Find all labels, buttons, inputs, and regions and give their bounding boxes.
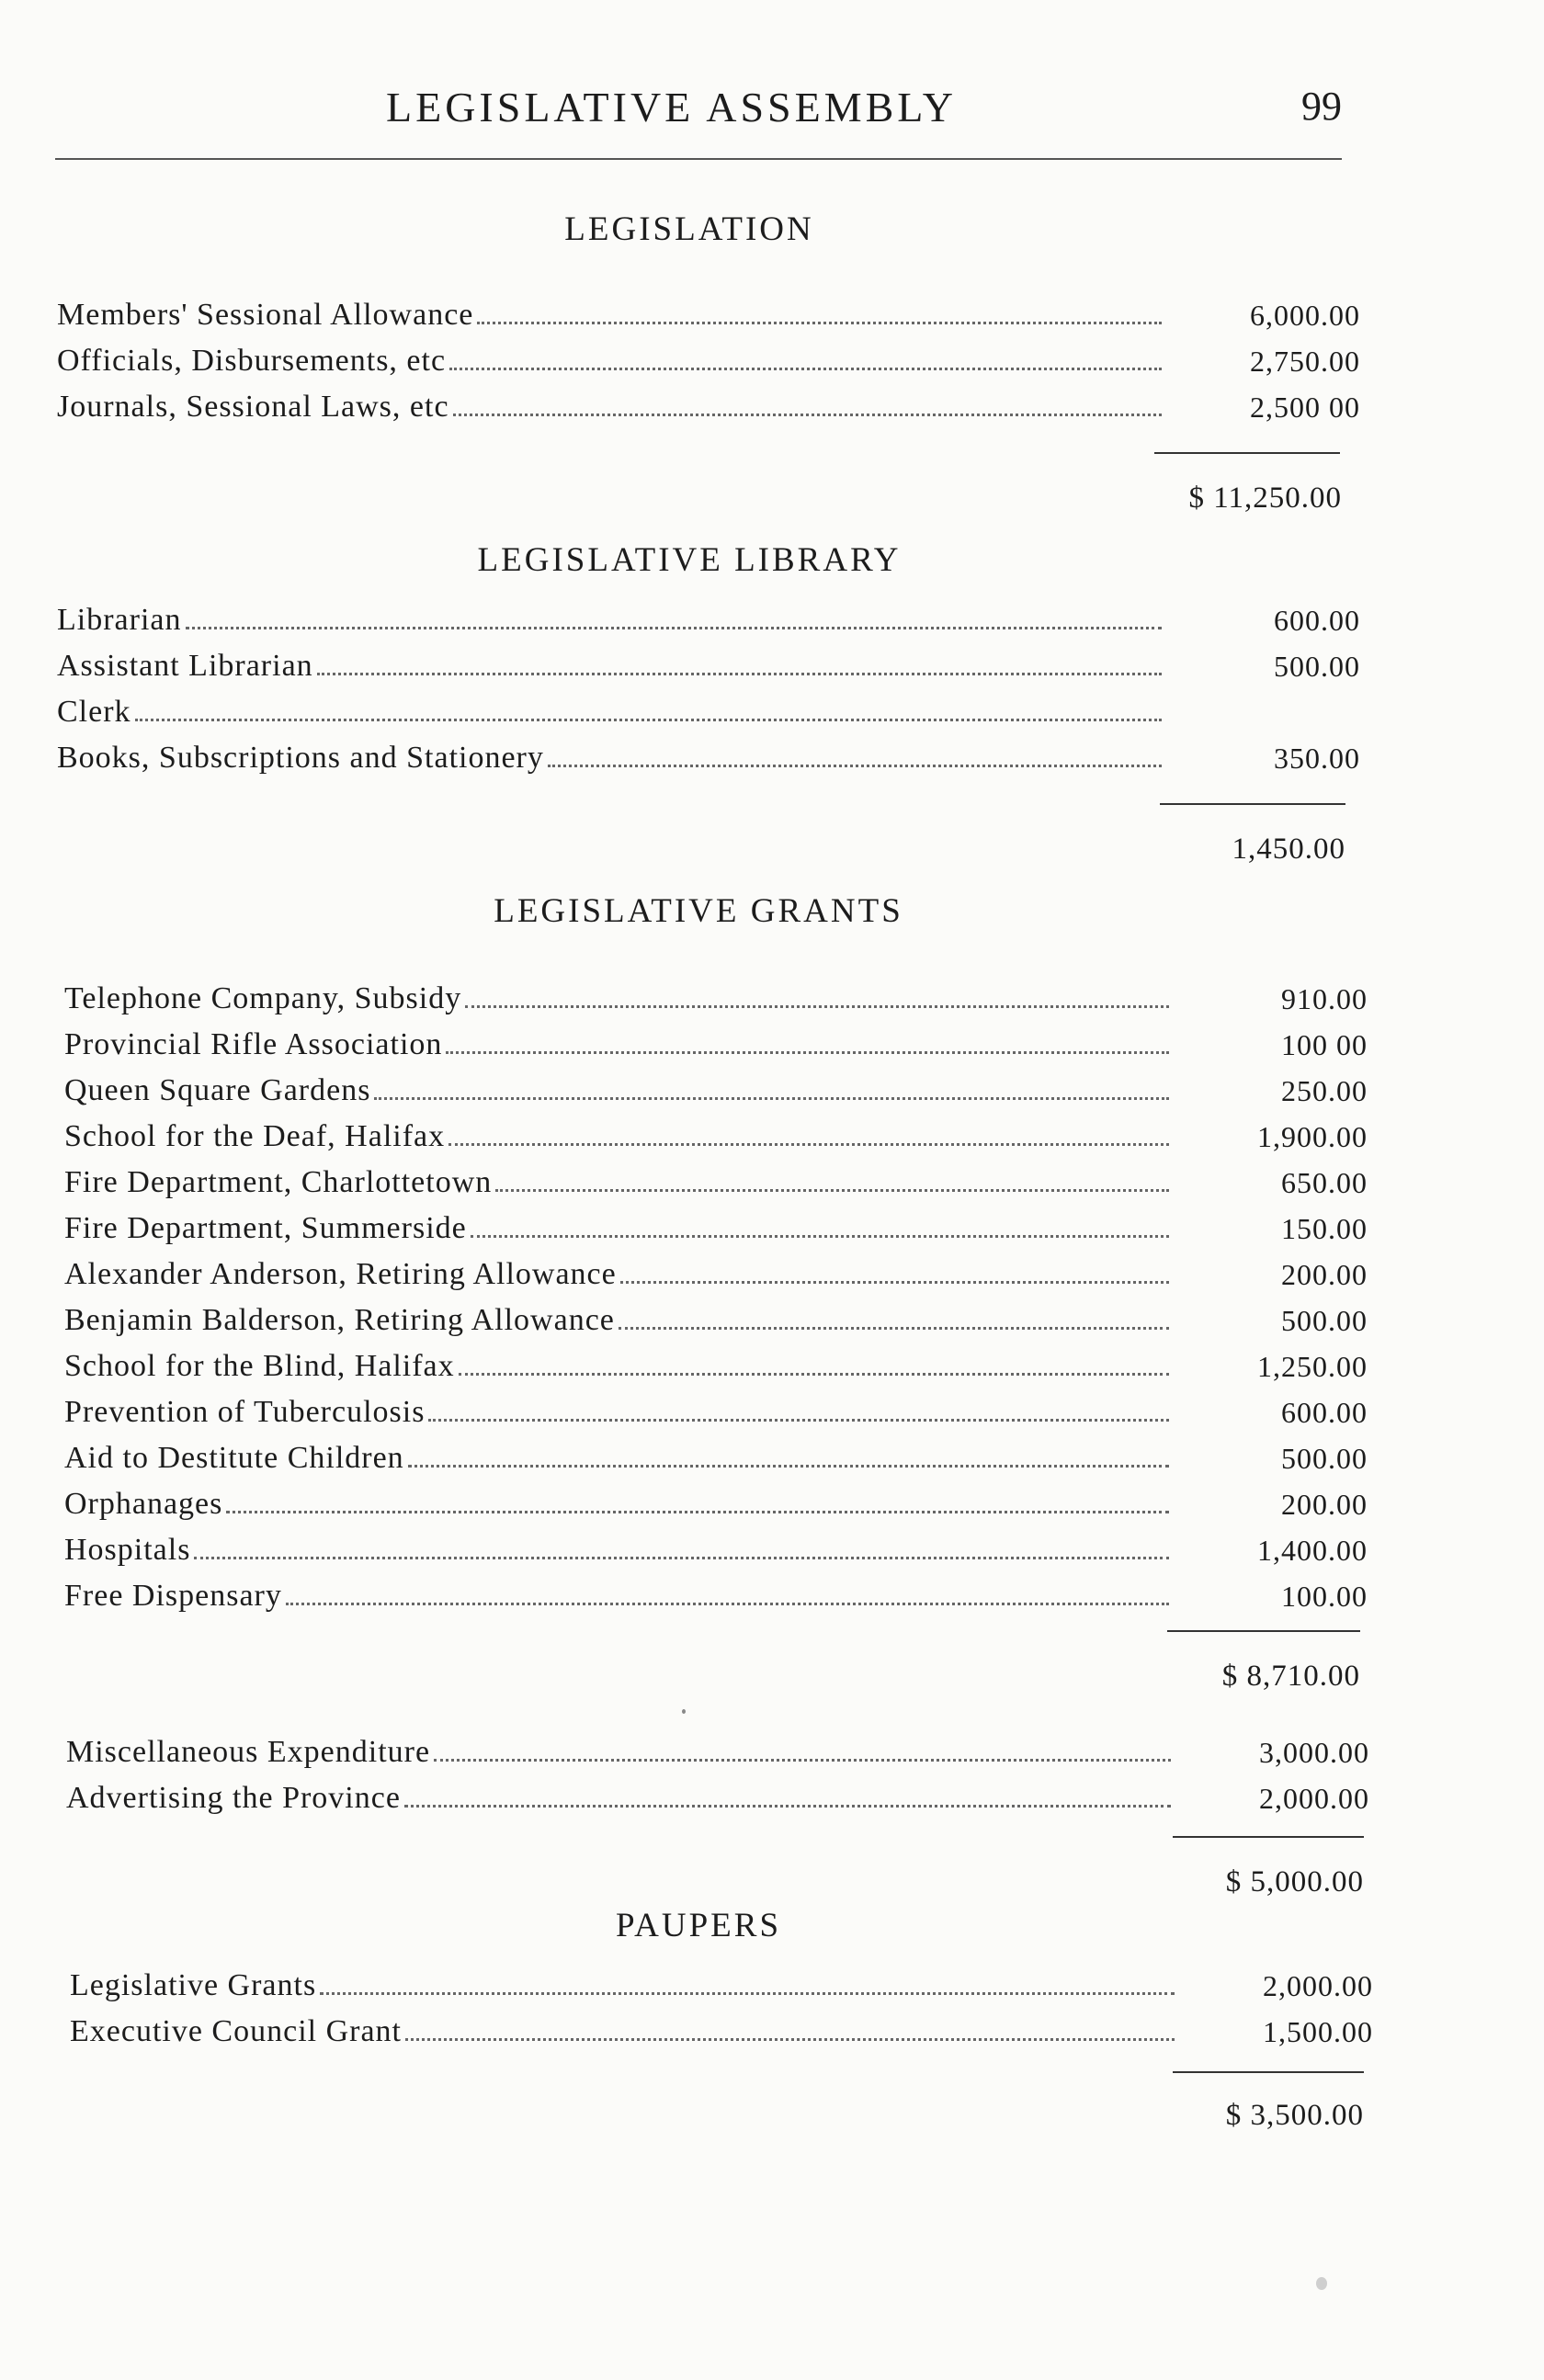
list-item (64, 1070, 1368, 1108)
leader-dots (446, 1051, 1169, 1054)
list-item (66, 1777, 1369, 1816)
list-item (64, 1253, 1368, 1292)
item-amount: 600.00 (1281, 1396, 1368, 1429)
total-rule (1167, 1630, 1360, 1632)
list-item (64, 1437, 1368, 1476)
item-amount: 1,250.00 (1257, 1350, 1368, 1383)
list-item (64, 978, 1368, 1016)
item-label: Journals, Sessional Laws, etc (57, 390, 449, 424)
leader-dots (548, 765, 1162, 767)
item-amount: 6,000.00 (1250, 299, 1360, 332)
page-number: 99 (1301, 84, 1342, 129)
page-header (55, 83, 1342, 138)
item-label: Alexander Anderson, Retiring Allowance (64, 1257, 617, 1291)
item-label: Benjamin Balderson, Retiring Allowance (64, 1303, 615, 1337)
leader-dots (286, 1603, 1169, 1605)
list-item (64, 1575, 1368, 1614)
list-item (64, 1345, 1368, 1384)
item-amount: 100 00 (1281, 1028, 1368, 1061)
item-amount: 600.00 (1274, 604, 1360, 637)
leader-dots (320, 1992, 1175, 1995)
item-label: Orphanages (64, 1487, 223, 1521)
paper-speck (682, 1709, 686, 1714)
item-amount: 2,000.00 (1259, 1782, 1369, 1815)
item-label: Assistant Librarian (57, 649, 313, 683)
leader-dots (404, 1805, 1171, 1808)
list-item (66, 1731, 1369, 1770)
item-label: Legislative Grants (70, 1968, 317, 2002)
leader-dots (620, 1281, 1169, 1284)
leader-dots (619, 1327, 1169, 1330)
item-label: Clerk (57, 695, 131, 729)
list-item (57, 386, 1360, 425)
item-amount: 500.00 (1281, 1304, 1368, 1337)
section-total: 1,450.00 (1232, 833, 1345, 866)
item-label: Fire Department, Charlottetown (64, 1165, 493, 1199)
item-amount: 650.00 (1281, 1166, 1368, 1199)
list-item (64, 1299, 1368, 1338)
leader-dots (135, 719, 1162, 721)
list-item (64, 1116, 1368, 1154)
section-total: $ 5,000.00 (1225, 1865, 1364, 1898)
list-item (70, 2011, 1373, 2049)
total-rule (1154, 452, 1340, 454)
item-amount: 3,000.00 (1259, 1736, 1369, 1769)
leader-dots (449, 368, 1162, 370)
item-amount: 910.00 (1281, 982, 1368, 1015)
list-item (64, 1207, 1368, 1246)
item-label: Aid to Destitute Children (64, 1441, 404, 1475)
item-label: Prevention of Tuberculosis (64, 1395, 426, 1429)
library-heading: LEGISLATIVE LIBRARY (477, 541, 902, 579)
list-item (57, 340, 1360, 379)
list-item (57, 737, 1360, 776)
item-amount: 350.00 (1274, 742, 1360, 775)
item-label: Officials, Disbursements, etc (57, 344, 447, 378)
list-item (64, 1391, 1368, 1430)
leader-dots (194, 1557, 1169, 1559)
item-amount: 250.00 (1281, 1074, 1368, 1107)
paper-speck (1316, 2277, 1327, 2290)
item-label: Executive Council Grant (70, 2014, 403, 2048)
leader-dots (471, 1235, 1169, 1238)
item-label: Hospitals (64, 1533, 191, 1567)
running-title: LEGISLATIVE ASSEMBLY (386, 84, 958, 130)
total-rule (1173, 2071, 1364, 2073)
leader-dots (459, 1373, 1169, 1376)
list-item (57, 599, 1360, 638)
item-label: Miscellaneous Expenditure (66, 1735, 431, 1769)
item-amount: 1,500.00 (1263, 2015, 1373, 2048)
legislation-heading: LEGISLATION (564, 210, 814, 248)
item-amount: 1,900.00 (1257, 1120, 1368, 1153)
item-amount: 200.00 (1281, 1488, 1368, 1521)
section-total: $ 3,500.00 (1225, 2099, 1364, 2132)
leader-dots (408, 1465, 1169, 1468)
grants-heading: LEGISLATIVE GRANTS (494, 892, 903, 930)
list-item (70, 1965, 1373, 2003)
item-amount: 2,750.00 (1250, 345, 1360, 378)
item-label: School for the Blind, Halifax (64, 1349, 455, 1383)
section-total: $ 8,710.00 (1221, 1660, 1360, 1693)
item-label: Provincial Rifle Association (64, 1027, 443, 1061)
list-item (64, 1162, 1368, 1200)
item-amount: 1,400.00 (1257, 1534, 1368, 1567)
list-item (64, 1024, 1368, 1062)
item-label: Telephone Company, Subsidy (64, 981, 462, 1015)
paupers-heading: PAUPERS (615, 1907, 782, 1944)
item-label: Members' Sessional Allowance (57, 298, 474, 332)
leader-dots (465, 1005, 1169, 1008)
leader-dots (495, 1189, 1169, 1192)
item-amount: 200.00 (1281, 1258, 1368, 1291)
item-label: Advertising the Province (66, 1781, 401, 1815)
total-rule (1160, 803, 1345, 805)
item-label: School for the Deaf, Halifax (64, 1119, 446, 1153)
item-label: Books, Subscriptions and Stationery (57, 741, 544, 775)
leader-dots (186, 627, 1163, 629)
item-amount: 150.00 (1281, 1212, 1368, 1245)
item-amount: 500.00 (1281, 1442, 1368, 1475)
item-amount: 2,500 00 (1250, 391, 1360, 424)
header-rule (55, 158, 1342, 160)
total-rule (1173, 1836, 1364, 1838)
leader-dots (453, 414, 1162, 416)
leader-dots (477, 322, 1162, 324)
list-item (57, 294, 1360, 333)
list-item (57, 645, 1360, 684)
leader-dots (405, 2038, 1175, 2041)
item-label: Free Dispensary (64, 1579, 282, 1613)
item-label: Fire Department, Summerside (64, 1211, 467, 1245)
leader-dots (434, 1759, 1171, 1762)
leader-dots (374, 1097, 1169, 1100)
section-total: $ 11,250.00 (1188, 482, 1342, 515)
item-label: Librarian (57, 603, 182, 637)
item-amount: 2,000.00 (1263, 1969, 1373, 2002)
leader-dots (448, 1143, 1169, 1146)
leader-dots (226, 1511, 1169, 1513)
leader-dots (317, 673, 1162, 675)
item-amount: 500.00 (1274, 650, 1360, 683)
list-item (64, 1483, 1368, 1522)
item-label: Queen Square Gardens (64, 1073, 371, 1107)
list-item (57, 691, 1360, 730)
leader-dots (428, 1419, 1169, 1422)
list-item (64, 1529, 1368, 1568)
item-amount: 100.00 (1281, 1580, 1368, 1613)
